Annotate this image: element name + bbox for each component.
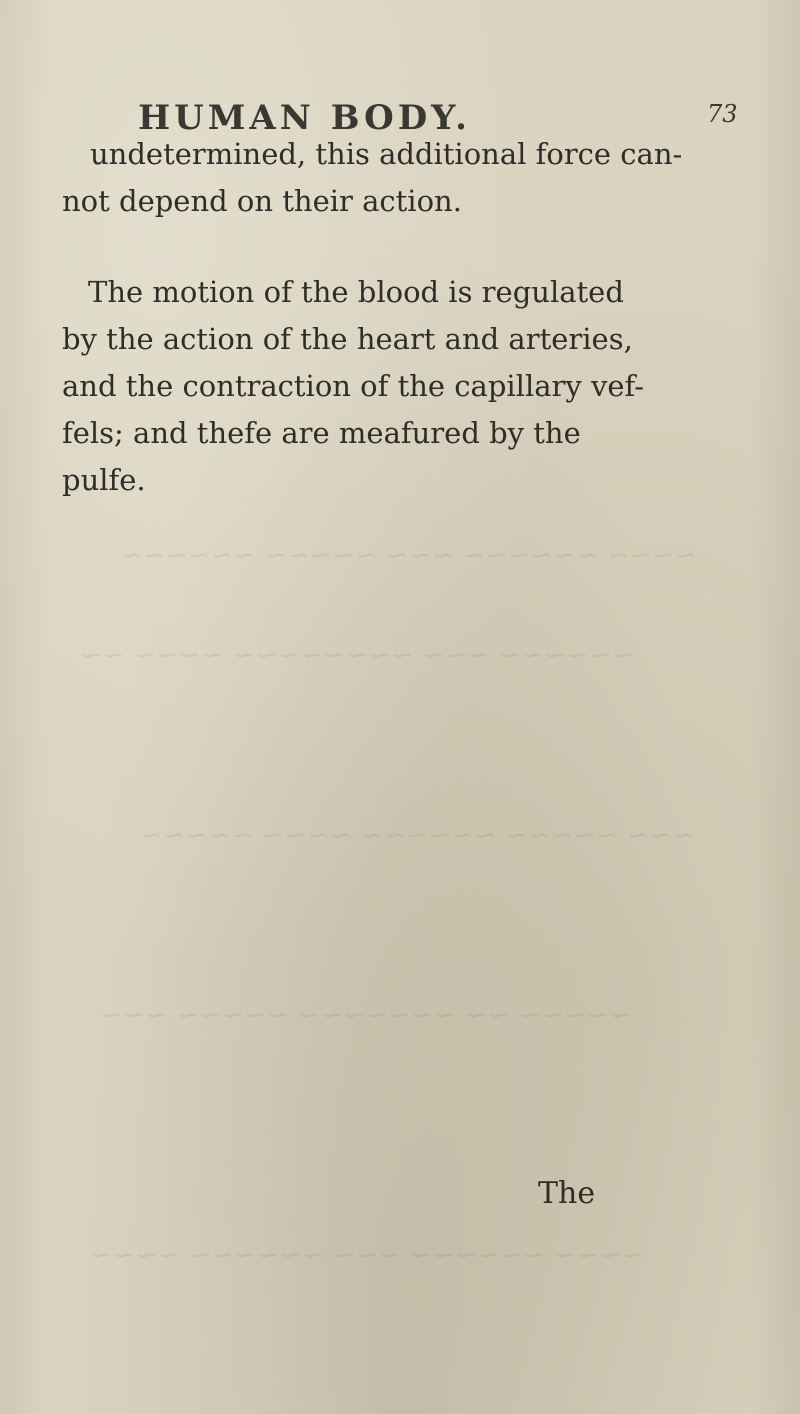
show-through-texture: ~~~~ ~~~~~~ ~~~ ~~~~~~ ~~~~ bbox=[90, 1240, 645, 1271]
page-number: 73 bbox=[707, 100, 738, 128]
running-head: HUMAN BODY. bbox=[138, 98, 471, 138]
text-line: by the action of the heart and arteries, bbox=[62, 322, 633, 356]
text-line: not depend on their action. bbox=[62, 184, 462, 218]
text-line: The motion of the blood is regulated bbox=[88, 275, 624, 309]
show-through-texture: ~~~~~ ~~ ~~~~~~~ ~~~~~ ~~~ bbox=[100, 1000, 633, 1031]
show-through-texture: ~~~ ~~~~~ ~~~~~~ ~~~~ ~~~~~ bbox=[140, 820, 695, 851]
show-through-texture: ~~~~ ~~~~~~ ~~~ ~~~~~ ~~~~~~ bbox=[120, 540, 698, 571]
text-line: undetermined, this additional force can- bbox=[90, 137, 683, 171]
text-line: fels; and thefe are meafured by the bbox=[62, 416, 581, 450]
show-through-texture: ~~~~~~ ~~~ ~~~~~~~~ ~~~~ ~~ bbox=[80, 640, 635, 671]
text-line: and the contraction of the capillary vef- bbox=[62, 369, 645, 403]
catchword: The bbox=[538, 1176, 596, 1211]
text-line: pulfe. bbox=[62, 463, 146, 497]
